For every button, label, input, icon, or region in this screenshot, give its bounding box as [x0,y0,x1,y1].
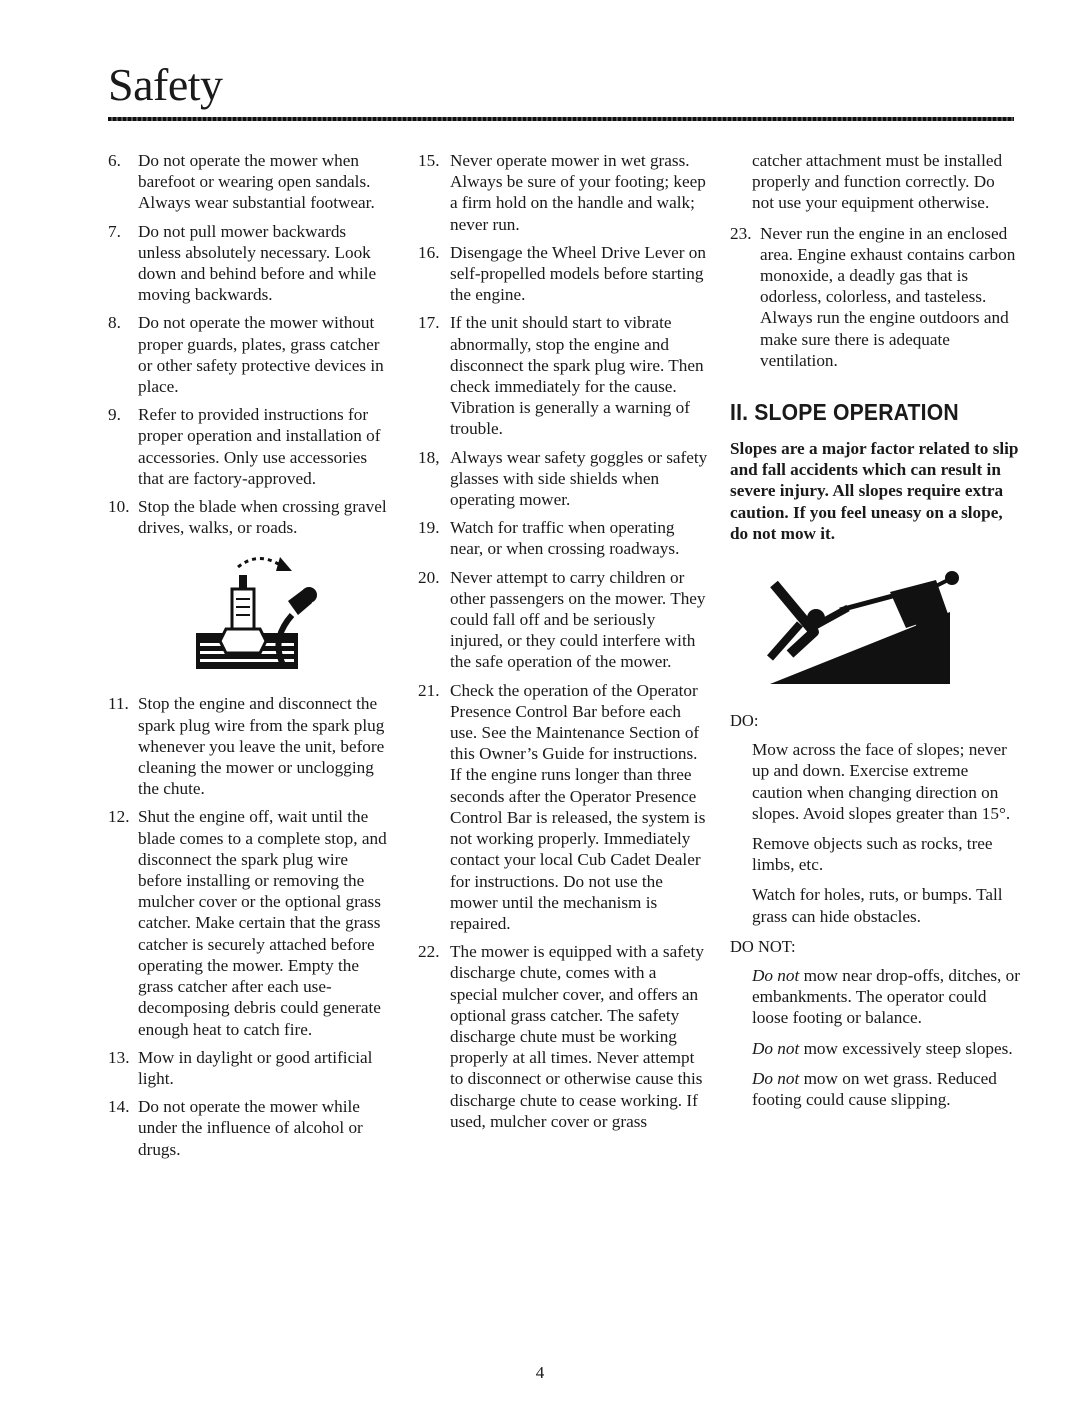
item-text: Disengage the Wheel Drive Lever on self-propelled models before starting the engine. [450,242,706,305]
continued-text: catcher attachment must be installed properly and function correctly. Do not use your equipment otherwise. [752,151,1003,213]
safety-list-b [108,693,388,1159]
list-item [108,312,388,397]
safety-list-c [418,150,708,1132]
item-text: Refer to provided instructions for proper operation and installation of accessories. Only use accessories that are factory-approved. [138,405,381,488]
item-text: Check the operation of the Operator Presence Control Bar before each use. See the Maintenance Section of this Owner’s Guide for instructions. If the engine runs longer than three seconds after the Operator Presence Control Bar is released, the system is not working properly. Immediately contact your local Cub Cadet Dealer for instructions. Do not use the mower until the mechanism is repaired. [450,680,706,933]
list-item [418,242,708,306]
item-number: 20. [418,567,440,587]
do-not-heading: DO NOT: [730,936,796,956]
do-item: Remove objects such as rocks, tree limbs, etc. [752,834,993,875]
item-text: Shut the engine off, wait until the blade comes to a complete stop, and disconnect the spark plug wire before installing or removing the mulcher cover or the optional grass catcher. Make certain that the grass catcher is securely attached before operating the mower. Empty the grass catcher after each use- decomposing debris could generate enough heat to catch fire. [138,807,387,1039]
page-number: 4 [535,1363,545,1382]
item-text: Do not operate the mower while under the influence of alcohol or drugs. [138,1097,363,1159]
safety-list-d [730,223,1020,371]
list-item [418,447,708,511]
list-item [108,806,388,1039]
spark-plug-icon [108,545,388,685]
do-not-text: mow on wet grass. Reduced footing could cause slipping. [752,1068,997,1110]
safety-list-a [108,150,388,538]
item-text: Mow in daylight or good artificial light. [138,1047,373,1088]
item-text: If the unit should start to vibrate abnormally, stop the engine and disconnect the spark plug wire. Then check immediately for the cause. Vibration is generally a warning of trouble. [450,313,704,439]
list-item [418,680,708,934]
do-not-emphasis: Do not [752,1038,800,1058]
item-text: Watch for traffic when operating near, or when crossing roadways. [450,518,680,559]
column-1 [108,150,388,1167]
list-item [108,150,388,214]
item-text: Never attempt to carry children or other passengers on the mower. They could fall off and be seriously injured, or they could interfere with the safe operation of the mower. [450,567,706,672]
list-item [108,404,388,489]
item-number: 13. [108,1047,130,1067]
item-text: Never run the engine in an enclosed area. Engine exhaust contains carbon monoxide, a deadly gas that is odorless, colorless, and tasteless. Always run the engine outdoors and make sure there is adequate ventilation. [760,223,1016,370]
list-item [418,517,708,559]
list-item [730,223,1020,371]
do-not-text: mow near drop-offs, ditches, or embankments. The operator could loose footing or balance. [752,966,1020,1028]
item-text: Do not operate the mower without proper guards, plates, grass catcher or other safety protective devices in place. [138,313,384,397]
do-not-emphasis: Do not [752,1068,800,1088]
column-2 [418,150,708,1139]
do-not-item [730,1038,1020,1059]
item-text: Do not operate the mower when barefoot or wearing open sandals. Always wear substantial footwear. [138,151,375,213]
item-number: 8. [108,313,121,333]
list-item [108,693,388,799]
item-number: 10. [108,497,130,517]
item-number: 18, [418,447,440,467]
item-number: 14. [108,1097,130,1117]
item-number: 9. [108,405,121,425]
do-not-text: mow excessively steep slopes. [799,1038,1013,1058]
list-item [108,221,388,306]
list-item [418,312,708,439]
slope-warning: Slopes are a major factor related to slip and fall accidents which can result in severe injury. All slopes require extra caution. If you feel uneasy on a slope, do not mow it. [730,439,1019,543]
item-number: 6. [108,151,121,170]
item-number: 19. [418,518,440,538]
item-number: 7. [108,221,121,241]
item-text: Do not pull mower backwards unless absolutely necessary. Look down and behind before and while moving backwards. [138,221,377,305]
do-heading: DO: [730,711,759,731]
item-text: The mower is equipped with a safety discharge chute, comes with a special mulcher cover, and offers an optional grass catcher. The safety discharge chute must be working properly at all times. Never attempt to disconnect or otherwise cause this discharge chute to cease working. If used, mulcher cover or grass [450,942,704,1131]
list-item [418,567,708,673]
item-number: 17. [418,313,440,333]
list-item [108,1096,388,1160]
item-number: 15. [418,151,440,170]
item-text: Stop the blade when crossing gravel drives, walks, or roads. [138,497,387,538]
do-not-item [730,965,1020,1029]
item-number: 21. [418,680,440,700]
page-title: Safety [108,59,223,110]
list-item [108,1047,388,1089]
header-rule [108,117,1014,121]
item-number: 22. [418,942,440,962]
section-heading: II. SLOPE OPERATION [730,399,959,426]
item-number: 11. [108,694,129,714]
do-not-emphasis: Do not [752,966,800,986]
item-text: Stop the engine and disconnect the spark plug wire from the spark plug whenever you leave the unit, before cleaning the mower or unclogging the chute. [138,694,385,799]
do-item: Watch for holes, ruts, or bumps. Tall grass can hide obstacles. [752,885,1003,926]
slope-hazard-icon [730,554,1020,704]
item-number: 16. [418,242,440,262]
item-number: 12. [108,807,130,827]
item-text: Never operate mower in wet grass. Always be sure of your footing; keep a firm hold on the handle and walk; never run. [450,151,706,234]
list-item [108,496,388,538]
column-3 [730,150,1020,1119]
item-number: 23. [730,223,752,243]
list-item [418,150,708,235]
do-not-item [730,1068,1020,1110]
list-item [418,941,708,1132]
do-item: Mow across the face of slopes; never up and down. Exercise extreme caution when changing direction on slopes. Avoid slopes greater than 15°. [752,740,1011,823]
item-text: Always wear safety goggles or safety glasses with side shields when operating mower. [450,447,708,510]
